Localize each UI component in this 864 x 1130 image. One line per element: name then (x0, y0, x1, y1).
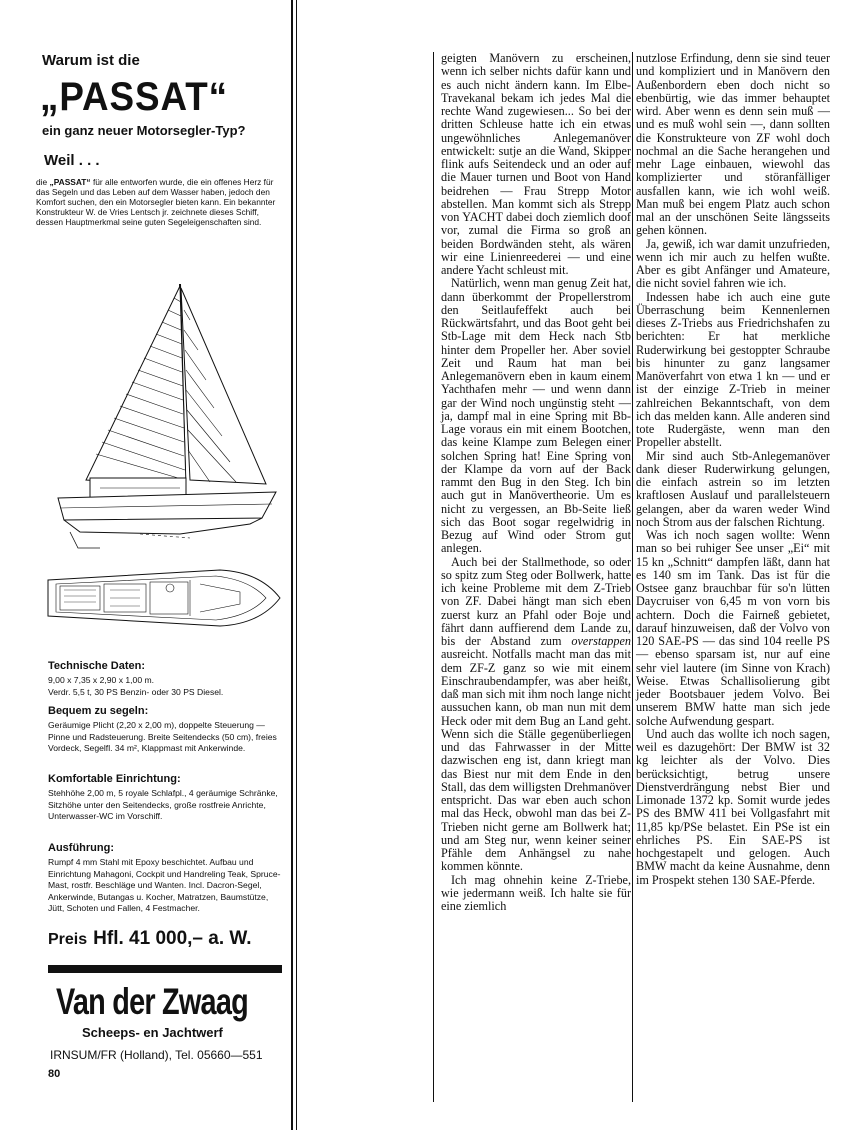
ad-subtitle: ein ganz neuer Motorsegler-Typ? (42, 123, 246, 138)
article-paragraph: Natürlich, wenn man genug Zeit hat, dann überkommt der Propellerstrom den Seitlaufeffekt auch bei Rückwärtsfahrt, und das Boot geht bei Stb-Lage mit dem Heck nach Stb hinter dem Propeller her. Aber soviel Zeit und Raum hat man bei Anlegemanövern eben in kaum einem Yachthafen mehr — und wenn dann gar der Wind noch ungünstig steht — ja, dampf mal in eine Spring mit Bb-Lage voraus ein mit einem Bootchen, das keine Klampe zum Belegen einer solchen Spring hat! Eine Spring von der Klampe da vorn auf der Back rammt den Bug in den Steg. Ich bin auch gut in Manövertheorie. Um es nicht zu vergessen, an Bb-Seite ließ sich das Boot sogar regelwidrig in Bezug auf Wind oder Strom gut anlegen. (441, 276, 631, 556)
article-paragraph: Ich mag ohnehin keine Z-Triebe, wie jedermann weiß. Ich halte sie für eine ziemlich (441, 872, 631, 913)
ad-title: „PASSAT“ (40, 75, 228, 119)
column-divider (296, 0, 297, 1130)
spec-technical (48, 660, 284, 698)
spec-build (48, 842, 284, 915)
article-paragraph: Ja, gewiß, ich war damit unzufrieden, wenn ich mir auch zu helfen wußte. Aber es gibt Anfänger und Amateure, die nicht soviel fahren wie ich. (636, 236, 830, 291)
spec-heading: Ausführung: (48, 842, 114, 854)
advertisement-header (28, 52, 286, 227)
article-text: Auch bei der Stallmethode, so oder so spitz zum Steg oder Bollwerk, hatte ich keine Probleme mit dem Z-Trieb von ZF. Dabei hängt man sich eben zuerst kurz an Pfahl oder Boje und fährt dann auffierend dem Lande zu, bis der Abstand zum (441, 554, 631, 648)
ad-question: Warum ist die (42, 52, 140, 69)
spec-text: Rumpf 4 mm Stahl mit Epoxy beschichtet. Aufbau und Einrichtung Mahagoni, Cockpit und Handreling Teak, Spruce-Mast, rostfr. Beschläge und Wanten. Incl. Dacron-Segel, Ankerwinde, Butangas u. Kocher, Matratzen, Baumstütze, Jütt, Schoten und Fallen, 4 Festmacher. (48, 857, 281, 913)
sailboat-side-view-icon (58, 284, 276, 548)
article-paragraph: Indessen habe ich auch eine gute Überraschung beim Kennenlernen dieses Z-Triebs aus Friedrichshafen zu berichten: Er hat merkliche Ruderwirkung bei gestoppter Schraube bis hinunter zu ganz langsamer Manöverfahrt von etwa 1 kn — und er ist der einzige Z-Trieb in meiner zahlreichen Bekanntschaft, von dem ich das melden kann. Alle anderen sind tote Rudergäste, wenn man den Propeller abstellt. (636, 289, 830, 450)
article-column-1 (441, 52, 631, 913)
boat-drawings (40, 280, 284, 650)
price (48, 928, 252, 950)
article-text: ausreicht. Notfalls macht man das mit dem ZF-Z ganz so wie mit einem Einschraubendampfer, was aber heißt, daß man sich mit ihm noch lange nicht aussuchen kann, ob man nun mit dem Heck oder mit dem Bug an Land geht. Wenn sich die Ställe gegenüberliegen und das Fahrwasser in der Mitte dazwischen eng ist, dann kriegt man das Biest nur mit dem Ende in den Stall, das dem willigsten Drehmanöver entspricht. Das war eben auch schon mal das Heck, obwohl man das bei Z-Trieben nicht gerne am Bollwerk hat; und am Steg nur, wenn keiner seiner Pfähle dem Anhängsel zu nahe kommen könnte. (441, 647, 631, 874)
article-paragraph: geigten Manövern zu erscheinen, wenn ich selber nichts dafür kann und es auch nicht ändern kann. Im Elbe-Travekanal bekam ich jedes Mal die rechte Wand zugewiesen... So bei der dritten Schleuse hatte ich ein etwas ungewöhnliches Anlegemanöver entwickelt: sutje an die Wand, Skipper flink aufs Seitendeck und an oder auf die Mauer turnen und Boot von Hand beidrehen — Frau Strepp Motor abstellen. Man kommt sich als Strepp von YACHT dabei doch ziemlich doof vor, zumal die Firma so groß an beiden Bordwänden steht, als wären wir eine Linienreederei — und eine andere Yacht schleust mit. (441, 51, 631, 277)
spec-heading: Komfortable Einrichtung: (48, 773, 181, 785)
article-paragraph: nutzlose Erfindung, denn sie sind teuer und kompliziert und in Manövern den Außenbordern eben doch nicht so ebenbürtig, wie das immer behauptet wird. Aber wenn es denn sein muß — und es muß wohl sein —, dann sollten die Konstrukteure von ZF wohl doch nochmal an die Sache herangehen und mehr Lage einbauen, wiewohl das komplizierter und störanfälliger ausfallen kann, wie ich wohl weiß. Man muß bei engem Platz auch schon mal an der unschönen Seite längsseits gehen können. (636, 51, 830, 238)
price-value: Hfl. 41 000,– a. W. (93, 928, 252, 949)
article-paragraph: Und auch das wollte ich noch sagen, weil es dazugehört: Der BMW ist 32 kg leichter als der Volvo. Dies berücksichtigt, betrug unsere Dienstverdrängung nebst Bier und Limonade 1372 kp. Somit wurde jedes PS des BMW 411 bei Vollgasfahrt mit 11,85 kp/PSe belastet. Ein PSe ist ein ehrliches PS. Ein SAE-PS ist hochgestapelt und gelogen. Auch BMW macht da keine Ausnahme, denn im Prospekt stehen 130 SAE-Pferde. (636, 726, 830, 887)
article-italic-text: overstappen (571, 634, 631, 648)
spec-heading: Bequem zu segeln: (48, 705, 149, 717)
page-number: 80 (48, 1068, 61, 1080)
ad-intro-name: „PASSAT“ (49, 177, 91, 187)
column-divider (291, 0, 293, 1130)
column-divider (632, 52, 633, 1102)
ad-intro-pre: die (36, 177, 50, 187)
spec-comfort-sailing (48, 705, 284, 755)
ad-weil: Weil . . . (44, 152, 100, 169)
spec-text: Geräumige Plicht (2,20 x 2,00 m), doppelte Steuerung — Pinne und Radsteuerung. Breite Seitendecks (50 cm), freies Vordeck, Segelfl. 34 m², Klappmast mit Ankerwinde. (48, 720, 277, 753)
column-divider (433, 52, 434, 1102)
article-paragraph: Mir sind auch Stb-Anlegemanöver dank dieser Ruderwirkung gelungen, die einfach astrein so im letzten kraftlosen Auslauf und parallelsteuern gelangen, aber da waren weder Wind noch Strom aus der falschen Richtung. (636, 448, 830, 529)
firm-subtitle: Scheeps- en Jachtwerf (82, 1025, 223, 1040)
firm-logo-name: Van der Zwaag (56, 981, 248, 1022)
spec-heading: Technische Daten: (48, 660, 145, 672)
sailboat-deck-plan-icon (48, 570, 280, 626)
article-column-2 (636, 52, 830, 887)
firm-address: IRNSUM/FR (Holland), Tel. 05660—551 (50, 1048, 263, 1062)
divider-bar (48, 965, 282, 973)
article-paragraph (441, 556, 631, 874)
spec-text: Stehhöhe 2,00 m, 5 royale Schlafpl., 4 geräumige Schränke, Sitzhöhe unter den Seitendecks, große rostfreie Anrichte, Unterwasser-WC im Vorschiff. (48, 788, 278, 821)
price-label: Preis (48, 931, 88, 948)
spec-interior (48, 773, 284, 823)
ad-intro (36, 177, 286, 227)
article-paragraph: Was ich noch sagen wollte: Wenn man so bei ruhiger See unser „Ei“ mit 15 kn „Schnitt“ dampfen läßt, dann hat es 140 sm im Tank. Das ist für die Ostsee ganz brauchbar für so'n lütten Daycruiser von 6,45 m von vorn bis achtern. Doch die Fairneß gebietet, darauf hinzuweisen, daß der Volvo von 120 SAE-PS — das sind 104 reelle PS — ebenso sparsam ist, nur auf eine sehr viel lautere (im Sinne von Krach) Weise. Etwas Schallisolierung gibt jeder Bootsbauer jedem Volvo. Bei unserem BMW hatte man sich jede solche Aufwendung gespart. (636, 528, 830, 728)
spec-text: 9,00 x 7,35 x 2,90 x 1,00 m. Verdr. 5,5 t, 30 PS Benzin- oder 30 PS Diesel. (48, 675, 224, 697)
ad-intro-text: für alle entworfen wurde, die ein offenes Herz für das Segeln und das Leben auf dem Wasser haben, jedoch den Komfort suchen, den ein Motorsegler bieten kann. Ein bekannter Konstrukteur W. de Vries Lentsch jr. zeichnete dieses Schiff, dessen Hauptmerkmal seine guten Segeleigenschaften sind. (36, 177, 276, 227)
